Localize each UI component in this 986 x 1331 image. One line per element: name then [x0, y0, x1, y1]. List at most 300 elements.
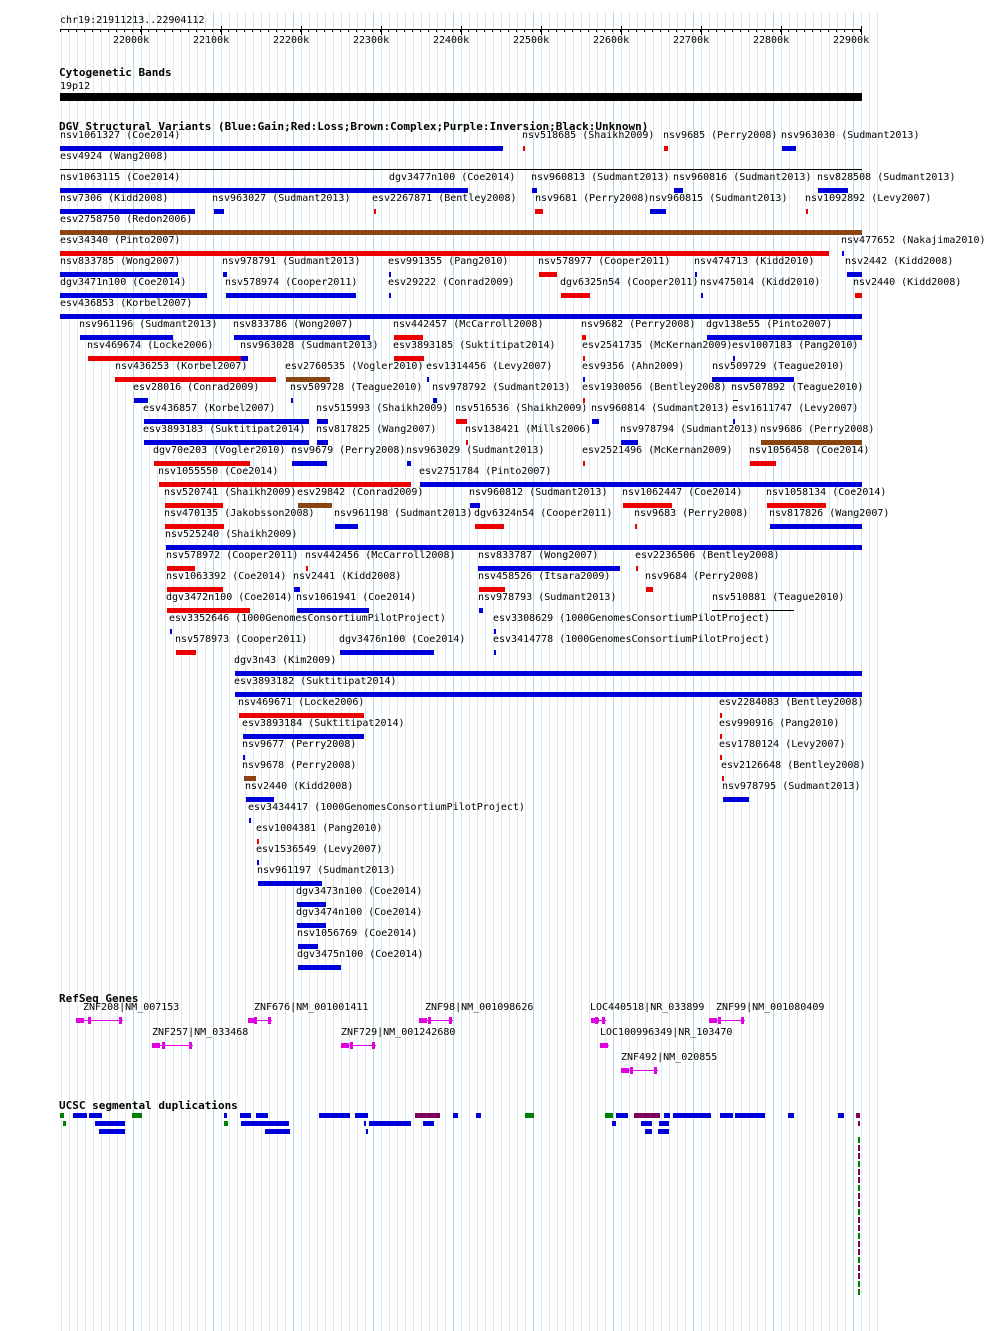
- gene-label[interactable]: ZNF676|NM_001001411: [254, 1002, 369, 1013]
- variant-label[interactable]: nsv961196 (Sudmant2013): [79, 319, 218, 330]
- variant-label[interactable]: esv436853 (Korbel2007): [60, 298, 193, 309]
- ruler-minor-tick: [708, 29, 709, 32]
- segdup-block[interactable]: [788, 1113, 794, 1118]
- segdup-block[interactable]: [319, 1113, 350, 1118]
- gene-exon[interactable]: [600, 1043, 608, 1048]
- dgv-track-title: DGV Structural Variants (Blue:Gain;Red:Loss;Brown:Complex;Purple:Inversion;Black:Unknown): [59, 120, 649, 133]
- ruler-minor-tick: [484, 29, 485, 32]
- ruler-minor-tick: [612, 29, 613, 32]
- gene-label[interactable]: ZNF492|NM_020855: [621, 1052, 718, 1063]
- variant-feature[interactable]: [374, 209, 376, 214]
- variant-label[interactable]: nsv9681 (Perry2008): [535, 193, 650, 204]
- variant-label[interactable]: nsv474713 (Kidd2010): [694, 256, 815, 267]
- variant-label[interactable]: esv2751784 (Pinto2007): [419, 466, 552, 477]
- gene-exon[interactable]: [630, 1067, 633, 1074]
- variant-label[interactable]: nsv7306 (Kidd2008): [60, 193, 169, 204]
- variant-feature[interactable]: [226, 293, 356, 298]
- gene-exon[interactable]: [162, 1042, 165, 1049]
- ruler-minor-tick: [236, 29, 237, 32]
- ruler-minor-tick: [684, 29, 685, 32]
- segdup-block[interactable]: [240, 1113, 251, 1118]
- variant-label[interactable]: nsv515993 (Shaikh2009): [316, 403, 449, 414]
- ruler-minor-tick: [436, 29, 437, 32]
- ruler-minor-tick: [628, 29, 629, 32]
- segdup-block[interactable]: [858, 1137, 860, 1143]
- gene-label[interactable]: LOC440518|NR_033899: [590, 1002, 705, 1013]
- variant-label[interactable]: esv3893183 (Suktitipat2014): [143, 424, 306, 435]
- variant-label[interactable]: esv1004381 (Pang2010): [256, 823, 383, 834]
- segdup-block[interactable]: [858, 1241, 860, 1247]
- ruler-minor-tick: [548, 29, 549, 32]
- variant-feature[interactable]: [806, 209, 808, 214]
- ruler-minor-tick: [364, 29, 365, 32]
- variant-label[interactable]: esv3893185 (Suktitipat2014): [393, 340, 556, 351]
- variant-label[interactable]: nsv817826 (Wang2007): [769, 508, 890, 519]
- ruler-minor-tick: [476, 29, 477, 32]
- variant-label[interactable]: dgv3472n100 (Coe2014): [166, 592, 293, 603]
- ruler-minor-tick: [716, 29, 717, 32]
- segdup-block[interactable]: [858, 1201, 860, 1207]
- variant-label[interactable]: nsv469674 (Locke2006): [87, 340, 214, 351]
- variant-label[interactable]: nsv9682 (Perry2008): [581, 319, 696, 330]
- segdup-block[interactable]: [525, 1113, 534, 1118]
- ruler-minor-tick: [580, 29, 581, 32]
- variant-label[interactable]: esv28016 (Conrad2009): [133, 382, 260, 393]
- ruler-minor-tick: [68, 29, 69, 32]
- variant-label[interactable]: nsv978793 (Sudmant2013): [478, 592, 617, 603]
- variant-label[interactable]: esv1611747 (Levy2007): [732, 403, 859, 414]
- ruler-major-tick: [541, 26, 542, 35]
- variant-label[interactable]: nsv9678 (Perry2008): [242, 760, 357, 771]
- ruler-minor-tick: [748, 29, 749, 32]
- segdup-block[interactable]: [664, 1113, 670, 1118]
- variant-label[interactable]: nsv2441 (Kidd2008): [293, 571, 402, 582]
- variant-label[interactable]: nsv578972 (Cooper2011): [166, 550, 299, 561]
- variant-label[interactable]: nsv9686 (Perry2008): [760, 424, 875, 435]
- gene-exon[interactable]: [741, 1017, 744, 1024]
- variant-label[interactable]: nsv138421 (Mills2006): [465, 424, 592, 435]
- gene-exon[interactable]: [88, 1017, 91, 1024]
- segdup-block[interactable]: [634, 1113, 660, 1118]
- segdup-block[interactable]: [605, 1113, 613, 1118]
- segdup-block[interactable]: [856, 1113, 860, 1118]
- ruler-tick-label: 22900k: [833, 35, 870, 46]
- variant-label[interactable]: nsv978795 (Sudmant2013): [722, 781, 861, 792]
- variant-label[interactable]: nsv828508 (Sudmant2013): [817, 172, 956, 183]
- variant-label[interactable]: nsv963030 (Sudmant2013): [781, 130, 920, 141]
- variant-label[interactable]: esv9356 (Ahn2009): [582, 361, 685, 372]
- ruler-minor-tick: [668, 29, 669, 32]
- variant-label[interactable]: esv29222 (Conrad2009): [388, 277, 515, 288]
- variant-label[interactable]: nsv2440 (Kidd2008): [245, 781, 354, 792]
- segdup-block[interactable]: [720, 1113, 733, 1118]
- ruler-minor-tick: [92, 29, 93, 32]
- ruler-major-tick: [141, 26, 142, 35]
- gene-label[interactable]: ZNF98|NM_001098626: [425, 1002, 534, 1013]
- variant-label[interactable]: dgv3471n100 (Coe2014): [60, 277, 187, 288]
- variant-label[interactable]: nsv960813 (Sudmant2013): [531, 172, 670, 183]
- variant-label[interactable]: esv990916 (Pang2010): [719, 718, 840, 729]
- gene-exon[interactable]: [372, 1042, 375, 1049]
- variant-label[interactable]: nsv1055550 (Coe2014): [158, 466, 279, 477]
- variant-label[interactable]: nsv833785 (Wong2007): [60, 256, 181, 267]
- variant-feature[interactable]: [561, 293, 590, 298]
- variant-label[interactable]: esv1536549 (Levy2007): [256, 844, 383, 855]
- segdup-block[interactable]: [453, 1113, 458, 1118]
- variant-label[interactable]: esv2521496 (McKernan2009): [582, 445, 733, 456]
- variant-feature[interactable]: [523, 146, 525, 151]
- variant-label[interactable]: nsv520741 (Shaikh2009): [164, 487, 297, 498]
- grid-line: [229, 12, 230, 1331]
- gene-exon[interactable]: [341, 1043, 349, 1048]
- segdup-block[interactable]: [858, 1290, 860, 1295]
- ruler-major-tick: [221, 26, 222, 35]
- variant-feature[interactable]: [539, 272, 557, 277]
- gene-label[interactable]: LOC100996349|NR_103470: [600, 1027, 733, 1038]
- ruler-minor-tick: [316, 29, 317, 32]
- ruler-minor-tick: [124, 29, 125, 32]
- variant-label[interactable]: esv2267871 (Bentley2008): [372, 193, 517, 204]
- variant-feature[interactable]: [535, 209, 543, 214]
- ruler-minor-tick: [452, 29, 453, 32]
- variant-label[interactable]: esv2541735 (McKernan2009): [582, 340, 733, 351]
- gene-exon[interactable]: [709, 1018, 717, 1023]
- gene-exon[interactable]: [268, 1017, 271, 1024]
- segdup-block[interactable]: [858, 1121, 860, 1126]
- variant-label[interactable]: esv991355 (Pang2010): [388, 256, 509, 267]
- variant-feature[interactable]: [782, 146, 796, 151]
- gene-label[interactable]: ZNF99|NM_001080409: [716, 1002, 825, 1013]
- gene-exon[interactable]: [654, 1067, 657, 1074]
- variant-feature[interactable]: [335, 524, 358, 529]
- ruler-minor-tick: [692, 29, 693, 32]
- ruler-tick-label: 22500k: [513, 35, 550, 46]
- segdup-block[interactable]: [366, 1129, 368, 1134]
- variant-feature-line[interactable]: [712, 610, 794, 611]
- variant-feature[interactable]: [291, 398, 293, 403]
- variant-label[interactable]: nsv470135 (Jakobsson2008): [164, 508, 315, 519]
- gene-exon[interactable]: [189, 1042, 192, 1049]
- segdup-block[interactable]: [858, 1225, 860, 1231]
- gene-exon[interactable]: [350, 1042, 353, 1049]
- variant-feature[interactable]: [176, 650, 196, 655]
- variant-label[interactable]: nsv9685 (Perry2008): [663, 130, 778, 141]
- segdup-block[interactable]: [858, 1145, 860, 1151]
- variant-feature[interactable]: [701, 293, 703, 298]
- segdup-block[interactable]: [415, 1113, 440, 1118]
- ruler-minor-tick: [388, 29, 389, 32]
- ruler-minor-tick: [556, 29, 557, 32]
- segdup-block[interactable]: [95, 1121, 125, 1126]
- variant-label[interactable]: nsv578974 (Cooper2011): [225, 277, 358, 288]
- segdup-block[interactable]: [858, 1193, 860, 1199]
- variant-label[interactable]: dgv6325n54 (Cooper2011): [560, 277, 699, 288]
- segdup-block[interactable]: [658, 1129, 669, 1134]
- variant-feature[interactable]: [479, 608, 483, 613]
- variant-feature[interactable]: [427, 377, 429, 382]
- segdup-block[interactable]: [858, 1217, 860, 1223]
- variant-label[interactable]: nsv833786 (Wong2007): [233, 319, 354, 330]
- variant-label[interactable]: esv1314456 (Levy2007): [426, 361, 553, 372]
- variant-label[interactable]: nsv833787 (Wong2007): [478, 550, 599, 561]
- variant-label[interactable]: dgv3474n100 (Coe2014): [296, 907, 423, 918]
- ruler-minor-tick: [260, 29, 261, 32]
- segdup-block[interactable]: [858, 1249, 860, 1255]
- ruler-minor-tick: [636, 29, 637, 32]
- variant-label[interactable]: nsv1056458 (Coe2014): [749, 445, 870, 456]
- ruler-minor-tick: [372, 29, 373, 32]
- segdup-block[interactable]: [476, 1113, 481, 1118]
- segdup-block[interactable]: [858, 1233, 860, 1239]
- variant-label[interactable]: esv1780124 (Levy2007): [719, 739, 846, 750]
- segdup-block[interactable]: [224, 1113, 227, 1118]
- gene-exon[interactable]: [595, 1017, 598, 1024]
- variant-label[interactable]: esv2284083 (Bentley2008): [719, 697, 864, 708]
- variant-feature[interactable]: [249, 818, 251, 823]
- segdup-block[interactable]: [612, 1121, 616, 1126]
- variant-label[interactable]: nsv1062447 (Coe2014): [622, 487, 743, 498]
- segdup-block[interactable]: [89, 1113, 102, 1118]
- variant-label[interactable]: esv3414778 (1000GenomesConsortiumPilotProject): [493, 634, 770, 645]
- segdup-block[interactable]: [132, 1113, 142, 1118]
- variant-label[interactable]: esv1930056 (Bentley2008): [582, 382, 727, 393]
- variant-label[interactable]: nsv475014 (Kidd2010): [700, 277, 821, 288]
- variant-label[interactable]: esv436857 (Korbel2007): [143, 403, 276, 414]
- segdup-block[interactable]: [224, 1121, 228, 1126]
- gene-label[interactable]: ZNF729|NM_001242680: [341, 1027, 456, 1038]
- variant-label[interactable]: esv29842 (Conrad2009): [297, 487, 424, 498]
- variant-label[interactable]: nsv525240 (Shaikh2009): [165, 529, 298, 540]
- variant-label[interactable]: nsv1058134 (Coe2014): [766, 487, 887, 498]
- variant-label[interactable]: esv3308629 (1000GenomesConsortiumPilotProject): [493, 613, 770, 624]
- variant-label[interactable]: nsv9679 (Perry2008): [291, 445, 406, 456]
- variant-label[interactable]: esv2760535 (Vogler2010): [285, 361, 424, 372]
- segdup-block[interactable]: [673, 1113, 711, 1118]
- ruler-minor-tick: [412, 29, 413, 32]
- variant-feature[interactable]: [855, 293, 862, 298]
- variant-label[interactable]: nsv1092892 (Levy2007): [805, 193, 932, 204]
- variant-label[interactable]: nsv1061941 (Coe2014): [296, 592, 417, 603]
- variant-label[interactable]: nsv2442 (Kidd2008): [845, 256, 954, 267]
- gene-exon[interactable]: [449, 1017, 452, 1024]
- variant-feature[interactable]: [636, 566, 638, 571]
- gene-exon[interactable]: [119, 1017, 122, 1024]
- variant-feature[interactable]: [292, 461, 327, 466]
- segdup-block[interactable]: [858, 1257, 860, 1263]
- segdup-block[interactable]: [858, 1177, 860, 1183]
- segdup-block[interactable]: [423, 1121, 434, 1126]
- variant-label[interactable]: nsv510881 (Teague2010): [712, 592, 845, 603]
- variant-label[interactable]: dgv3473n100 (Coe2014): [296, 886, 423, 897]
- variant-label[interactable]: nsv960814 (Sudmant2013): [591, 403, 730, 414]
- variant-label[interactable]: nsv1063392 (Coe2014): [166, 571, 287, 582]
- variant-label[interactable]: esv2758750 (Redon2006): [60, 214, 193, 225]
- gene-exon[interactable]: [254, 1017, 257, 1024]
- variant-feature[interactable]: [650, 209, 666, 214]
- ruler-minor-tick: [268, 29, 269, 32]
- segdup-block[interactable]: [60, 1113, 64, 1118]
- variant-feature[interactable]: [583, 461, 585, 466]
- gene-exon[interactable]: [428, 1017, 431, 1024]
- variant-feature[interactable]: [646, 587, 653, 592]
- variant-label[interactable]: esv3352646 (1000GenomesConsortiumPilotProject): [169, 613, 446, 624]
- segdup-block[interactable]: [858, 1169, 860, 1175]
- ruler-tick-label: 22800k: [753, 35, 790, 46]
- variant-label[interactable]: dgv3475n100 (Coe2014): [297, 949, 424, 960]
- gene-exon[interactable]: [602, 1017, 605, 1024]
- variant-label[interactable]: dgv3476n100 (Coe2014): [339, 634, 466, 645]
- variant-feature-line[interactable]: [733, 400, 738, 401]
- segdup-block[interactable]: [858, 1209, 860, 1215]
- segdup-block[interactable]: [858, 1281, 860, 1287]
- variant-label[interactable]: nsv516536 (Shaikh2009): [455, 403, 588, 414]
- variant-label[interactable]: nsv961197 (Sudmant2013): [257, 865, 396, 876]
- variant-label[interactable]: nsv518685 (Shaikh2009): [522, 130, 655, 141]
- ruler-minor-tick: [596, 29, 597, 32]
- variant-label[interactable]: nsv978792 (Sudmant2013): [432, 382, 571, 393]
- variant-feature[interactable]: [664, 146, 668, 151]
- segdup-block[interactable]: [265, 1129, 290, 1134]
- variant-label[interactable]: nsv960816 (Sudmant2013): [673, 172, 812, 183]
- segdup-block[interactable]: [616, 1113, 628, 1118]
- segdup-block[interactable]: [99, 1129, 125, 1134]
- cytoband-bar[interactable]: [60, 93, 862, 101]
- variant-feature[interactable]: [389, 293, 391, 298]
- variant-label[interactable]: nsv442456 (McCarroll2008): [305, 550, 456, 561]
- variant-label[interactable]: nsv9683 (Perry2008): [634, 508, 749, 519]
- variant-feature[interactable]: [494, 650, 496, 655]
- gene-exon[interactable]: [621, 1068, 629, 1073]
- ruler-minor-tick: [252, 29, 253, 32]
- segdup-block[interactable]: [355, 1113, 368, 1118]
- variant-feature[interactable]: [214, 209, 224, 214]
- segdup-block[interactable]: [858, 1265, 860, 1271]
- ruler-minor-tick: [820, 29, 821, 32]
- ruler-minor-tick: [148, 29, 149, 32]
- variant-feature[interactable]: [842, 251, 844, 256]
- variant-feature[interactable]: [475, 524, 504, 529]
- segdup-block[interactable]: [858, 1273, 860, 1279]
- variant-label[interactable]: esv3893184 (Suktitipat2014): [242, 718, 405, 729]
- ruler-minor-tick: [76, 29, 77, 32]
- ruler-minor-tick: [852, 29, 853, 32]
- variant-feature-line[interactable]: [60, 169, 862, 170]
- variant-feature[interactable]: [723, 797, 749, 802]
- variant-label[interactable]: nsv978794 (Sudmant2013): [620, 424, 759, 435]
- variant-label[interactable]: nsv963027 (Sudmant2013): [212, 193, 351, 204]
- segdup-block[interactable]: [63, 1121, 66, 1126]
- variant-label[interactable]: esv3893182 (Suktitipat2014): [234, 676, 397, 687]
- segdup-block[interactable]: [241, 1121, 289, 1126]
- variant-label[interactable]: esv2126648 (Bentley2008): [721, 760, 866, 771]
- ruler-minor-tick: [324, 29, 325, 32]
- gene-label[interactable]: ZNF257|NM_033468: [152, 1027, 249, 1038]
- variant-label[interactable]: nsv960812 (Sudmant2013): [469, 487, 608, 498]
- variant-label[interactable]: nsv509729 (Teague2010): [712, 361, 845, 372]
- variant-label[interactable]: esv3434417 (1000GenomesConsortiumPilotProject): [248, 802, 525, 813]
- segdup-block[interactable]: [369, 1121, 411, 1126]
- variant-label[interactable]: esv34340 (Pinto2007): [60, 235, 181, 246]
- variant-label[interactable]: nsv9677 (Perry2008): [242, 739, 357, 750]
- ruler-minor-tick: [740, 29, 741, 32]
- variant-label[interactable]: nsv963029 (Sudmant2013): [406, 445, 545, 456]
- gene-exon[interactable]: [718, 1017, 721, 1024]
- variant-label[interactable]: nsv458526 (Itsara2009): [478, 571, 611, 582]
- variant-feature[interactable]: [750, 461, 776, 466]
- variant-label[interactable]: nsv2440 (Kidd2008): [853, 277, 962, 288]
- variant-label[interactable]: dgv3477n100 (Coe2014): [389, 172, 516, 183]
- segdup-block[interactable]: [641, 1121, 652, 1126]
- variant-label[interactable]: nsv1056769 (Coe2014): [297, 928, 418, 939]
- segdup-block[interactable]: [838, 1113, 844, 1118]
- variant-feature[interactable]: [592, 419, 599, 424]
- variant-feature[interactable]: [635, 524, 637, 529]
- gene-exon[interactable]: [419, 1018, 427, 1023]
- variant-label[interactable]: nsv9684 (Perry2008): [645, 571, 760, 582]
- variant-feature[interactable]: [407, 461, 411, 466]
- segdup-block[interactable]: [256, 1113, 268, 1118]
- gene-exon[interactable]: [76, 1018, 84, 1023]
- ruler-minor-tick: [116, 29, 117, 32]
- segdup-block[interactable]: [858, 1153, 860, 1159]
- grid-line: [877, 12, 878, 1331]
- segdup-block[interactable]: [858, 1161, 860, 1167]
- ruler-tick-label: 22100k: [193, 35, 230, 46]
- variant-feature[interactable]: [770, 524, 862, 529]
- variant-feature[interactable]: [298, 965, 341, 970]
- variant-label[interactable]: dgv70e203 (Vogler2010): [153, 445, 286, 456]
- variant-label[interactable]: nsv817825 (Wang2007): [316, 424, 437, 435]
- variant-label[interactable]: dgv138e55 (Pinto2007): [706, 319, 833, 330]
- variant-feature[interactable]: [340, 650, 434, 655]
- variant-label[interactable]: dgv3n43 (Kim2009): [234, 655, 337, 666]
- ruler-minor-tick: [804, 29, 805, 32]
- segdup-block[interactable]: [73, 1113, 87, 1118]
- gene-label[interactable]: ZNF208|NM_007153: [83, 1002, 180, 1013]
- variant-label[interactable]: nsv1061327 (Coe2014): [60, 130, 181, 141]
- ruler-minor-tick: [164, 29, 165, 32]
- segdup-block[interactable]: [645, 1129, 652, 1134]
- variant-label[interactable]: nsv578973 (Cooper2011): [175, 634, 308, 645]
- variant-label[interactable]: nsv477652 (Nakajima2010): [841, 235, 986, 246]
- segdup-block[interactable]: [659, 1121, 669, 1126]
- variant-label[interactable]: nsv469671 (Locke2006): [238, 697, 365, 708]
- variant-label[interactable]: nsv509728 (Teague2010): [290, 382, 423, 393]
- gene-exon[interactable]: [152, 1043, 160, 1048]
- variant-label[interactable]: nsv578977 (Cooper2011): [538, 256, 671, 267]
- variant-label[interactable]: nsv960815 (Sudmant2013): [649, 193, 788, 204]
- ruler-minor-tick: [844, 29, 845, 32]
- variant-label[interactable]: dgv6324n54 (Cooper2011): [474, 508, 613, 519]
- variant-label[interactable]: esv2236506 (Bentley2008): [635, 550, 780, 561]
- segdup-block[interactable]: [735, 1113, 765, 1118]
- variant-label[interactable]: nsv978791 (Sudmant2013): [222, 256, 361, 267]
- variant-label[interactable]: nsv436253 (Korbel2007): [115, 361, 248, 372]
- ruler-minor-tick: [188, 29, 189, 32]
- variant-label[interactable]: esv1007183 (Pang2010): [732, 340, 859, 351]
- variant-label[interactable]: esv4924 (Wang2008): [60, 151, 169, 162]
- variant-feature[interactable]: [170, 629, 172, 634]
- segdup-block[interactable]: [858, 1185, 860, 1191]
- variant-label[interactable]: nsv507892 (Teague2010): [731, 382, 864, 393]
- ruler-minor-tick: [212, 29, 213, 32]
- variant-label[interactable]: nsv963028 (Sudmant2013): [240, 340, 379, 351]
- variant-label[interactable]: nsv1063115 (Coe2014): [60, 172, 181, 183]
- segdup-block[interactable]: [364, 1121, 366, 1126]
- ruler-minor-tick: [108, 29, 109, 32]
- variant-label[interactable]: nsv961198 (Sudmant2013): [334, 508, 473, 519]
- variant-label[interactable]: nsv442457 (McCarroll2008): [393, 319, 544, 330]
